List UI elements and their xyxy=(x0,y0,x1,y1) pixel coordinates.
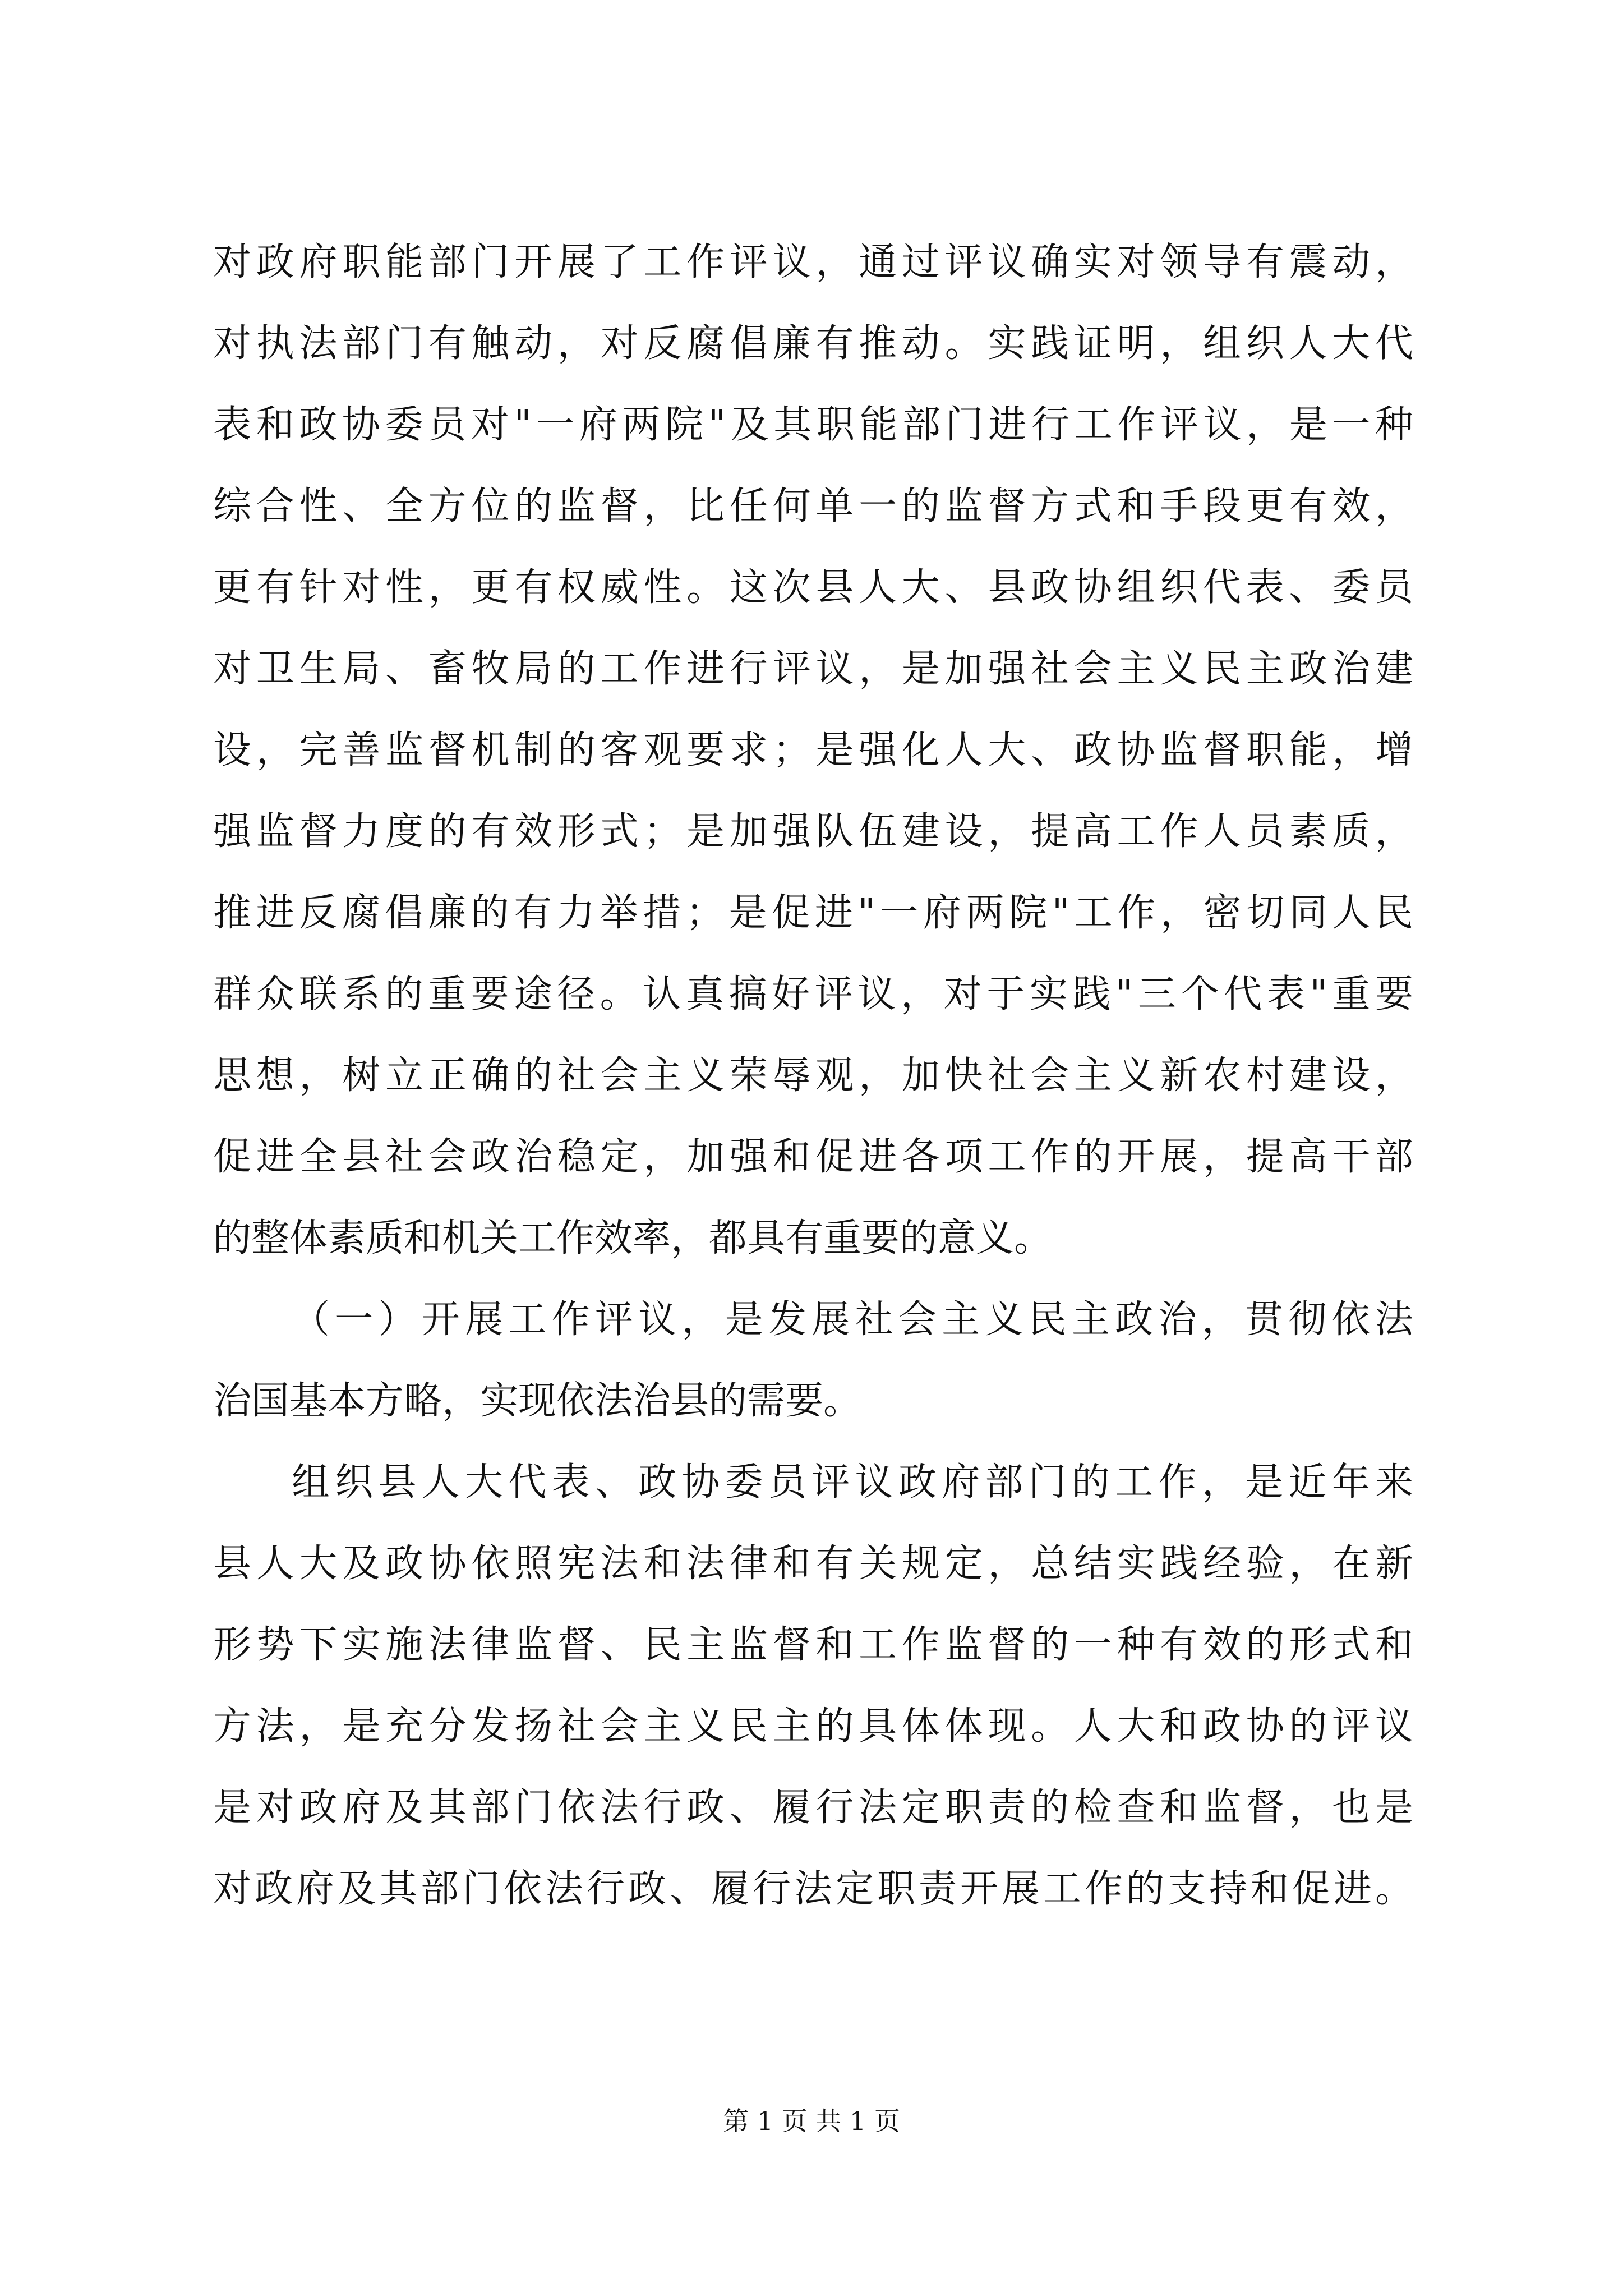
text-line-21: 对政府及其部门依法行政、履行法定职责开展工作的支持和促进。 xyxy=(213,1867,1413,1911)
text-line-17: 县人大及政协依照宪法和法律和有关规定，总结实践经验，在新 xyxy=(213,1542,1413,1586)
document-body xyxy=(213,222,1413,1930)
text-line-1: 对政府职能部门开展了工作评议，通过评议确实对领导有震动， xyxy=(213,240,1413,284)
text-line-19: 方法，是充分发扬社会主义民主的具体体现。人大和政协的评议 xyxy=(213,1704,1413,1749)
text-line-4: 综合性、全方位的监督，比任何单一的监督方式和手段更有效， xyxy=(213,484,1413,528)
text-line-18: 形势下实施法律监督、民主监督和工作监督的一种有效的形式和 xyxy=(213,1623,1413,1667)
text-line-9: 推进反腐倡廉的有力举措；是促进"一府两院"工作，密切同人民 xyxy=(213,891,1413,935)
text-line-7: 设，完善监督机制的客观要求；是强化人大、政协监督职能，增 xyxy=(213,728,1413,772)
text-line-2: 对执法部门有触动，对反腐倡廉有推动。实践证明，组织人大代 xyxy=(213,321,1413,366)
text-line-16: 组织县人大代表、政协委员评议政府部门的工作，是近年来 xyxy=(292,1460,1413,1504)
section-heading-line-2: 治国基本方略，实现依法治县的需要。 xyxy=(213,1379,862,1423)
text-line-6: 对卫生局、畜牧局的工作进行评议，是加强社会主义民主政治建 xyxy=(213,647,1413,691)
text-line-12: 促进全县社会政治稳定，加强和促进各项工作的开展，提高干部 xyxy=(213,1135,1413,1179)
text-line-10: 群众联系的重要途径。认真搞好评议，对于实践"三个代表"重要 xyxy=(213,972,1413,1016)
text-line-8: 强监督力度的有效形式；是加强队伍建设，提高工作人员素质， xyxy=(213,809,1413,854)
text-line-13: 的整体素质和机关工作效率，都具有重要的意义。 xyxy=(213,1216,1053,1260)
text-line-3: 表和政协委员对"一府两院"及其职能部门进行工作评议，是一种 xyxy=(213,403,1413,447)
text-line-5: 更有针对性，更有权威性。这次县人大、县政协组织代表、委员 xyxy=(213,565,1413,610)
page-footer: 第 1 页 共 1 页 xyxy=(723,2106,900,2136)
text-line-11: 思想，树立正确的社会主义荣辱观，加快社会主义新农村建设， xyxy=(213,1053,1413,1098)
text-line-20: 是对政府及其部门依法行政、履行法定职责的检查和监督，也是 xyxy=(213,1786,1413,1830)
section-heading-line-1: （一）开展工作评议，是发展社会主义民主政治，贯彻依法 xyxy=(292,1297,1413,1342)
